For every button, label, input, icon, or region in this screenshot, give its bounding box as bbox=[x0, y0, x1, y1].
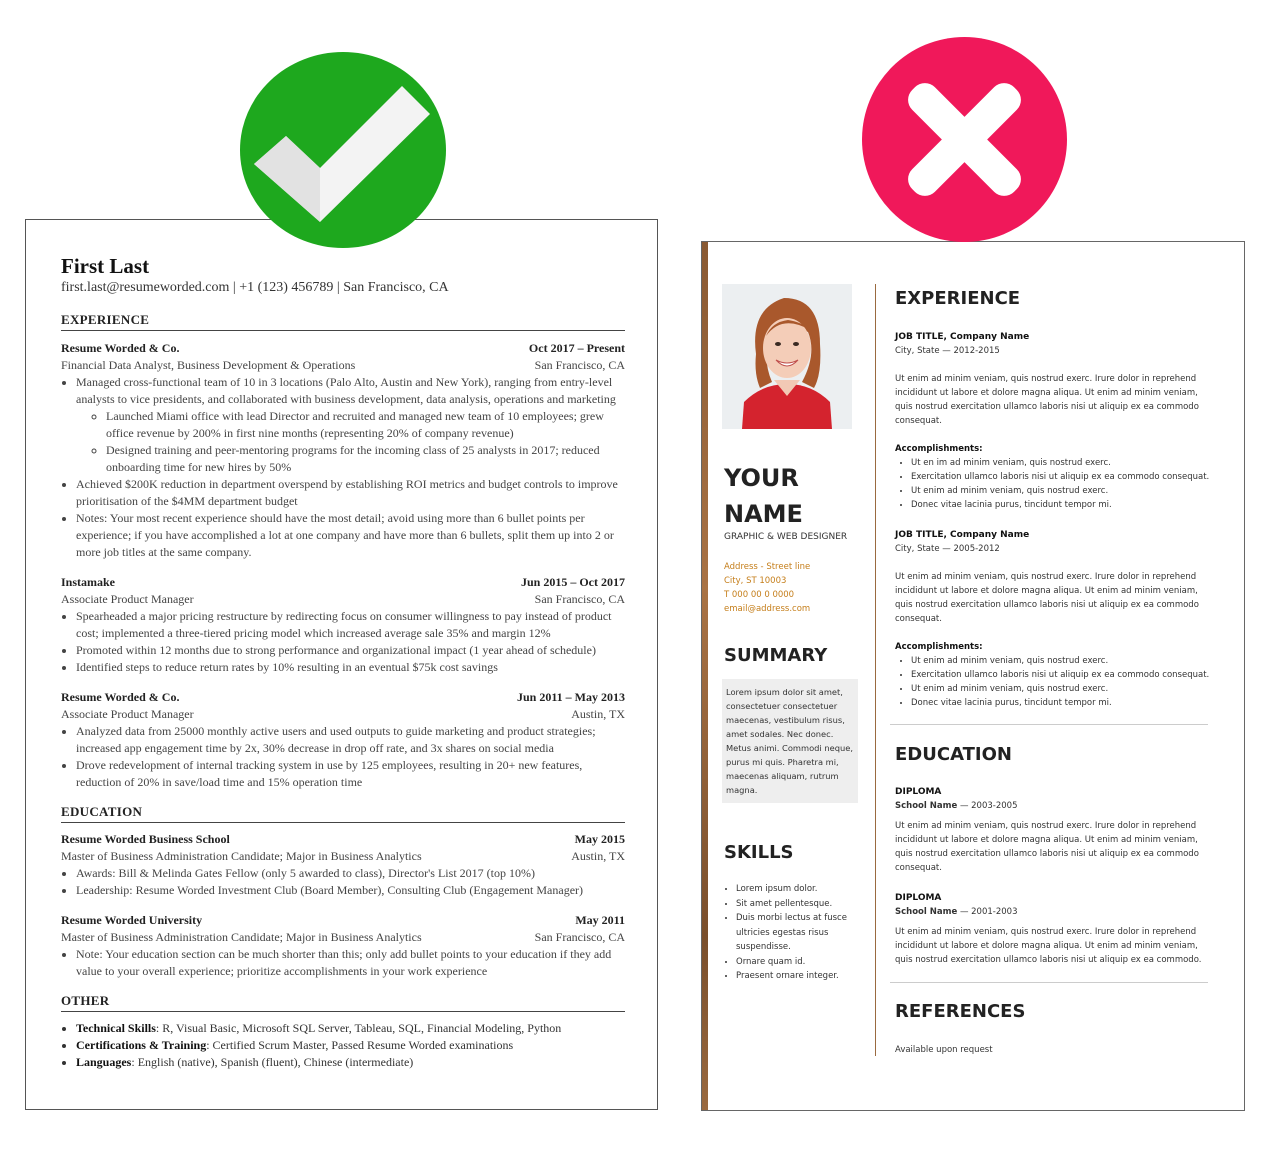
job-bullet: • Achieved $200K reduction in department overspend by establishing ROI metrics and budget controls to improve prioritisation of the $4MM department budget bbox=[76, 476, 625, 510]
job-entry bbox=[61, 340, 625, 561]
diploma-entry bbox=[895, 891, 1213, 967]
job-org: Instamake bbox=[61, 575, 116, 589]
bad-resume bbox=[701, 241, 1245, 1111]
job-entry bbox=[61, 689, 625, 791]
skills-list bbox=[724, 882, 866, 984]
column-divider bbox=[875, 284, 876, 1056]
resume-contact: first.last@resumeworded.com | +1 (123) 456789 | San Francisco, CA bbox=[61, 280, 449, 295]
diploma-school bbox=[895, 905, 1213, 919]
school-bullet: • Note: Your education section can be much shorter than this; only add bullet points to your education if they add value to your overall experience; prioritize accomplishments in your work experience bbox=[76, 946, 625, 980]
check-icon bbox=[240, 52, 446, 248]
accomplishments-label: Accomplishments: bbox=[895, 642, 983, 652]
job-bullet: • Managed cross-functional team of 10 in 3 locations (Palo Alto, Austin and New York), ranging from entry-level analysts to vice presidents, and collaborated with business development, data analysis, operations and marketing bbox=[76, 374, 625, 408]
other-item bbox=[76, 1020, 625, 1037]
job-role: Associate Product Manager bbox=[61, 707, 194, 721]
accomplishment-item: • Ut enim ad minim veniam, quis nostrud exerc. bbox=[911, 682, 1213, 696]
skill-item: • Lorem ipsum dolor. bbox=[736, 882, 866, 897]
contact-address bbox=[724, 560, 810, 616]
experience-heading: EXPERIENCE bbox=[895, 288, 1021, 309]
job-location: San Francisco, CA bbox=[534, 592, 625, 606]
other-item bbox=[76, 1054, 625, 1071]
accomplishment-item: • Ut enim ad minim veniam, quis nostrud exerc. bbox=[911, 484, 1213, 498]
job-place: City, State — 2012-2015 bbox=[895, 346, 1000, 356]
job-entry bbox=[895, 528, 1213, 710]
side-stripe bbox=[702, 242, 708, 1110]
job-location: San Francisco, CA bbox=[534, 358, 625, 372]
section-experience-heading: EXPERIENCE bbox=[61, 312, 625, 331]
accomplishment-item: • Ut en im ad minim veniam, quis nostrud exerc. bbox=[911, 456, 1213, 470]
diploma-title: DIPLOMA bbox=[895, 893, 942, 903]
section-other-heading: OTHER bbox=[61, 993, 625, 1012]
job-title: JOB TITLE, Company Name bbox=[895, 530, 1030, 540]
other-label: Languages bbox=[76, 1055, 132, 1069]
job-bullet: • Promoted within 12 months due to strong performance and organizational impact (1 year ahead of schedule) bbox=[76, 642, 625, 659]
other-text: : Certified Scrum Master, Passed Resume Worded examinations bbox=[206, 1038, 514, 1052]
accomplishment-item: • Ut enim ad minim veniam, quis nostrud exerc. bbox=[911, 654, 1213, 668]
school-bullet: • Awards: Bill & Melinda Gates Fellow (only 5 awarded to class), Director's List 2017 (top 10%) bbox=[76, 865, 625, 882]
job-description: Ut enim ad minim veniam, quis nostrud exerc. Irure dolor in reprehend incididunt ut labore et dolore magna aliqua. Ut enim ad minim veniam, quis nostrud exercitation ullamco laboris nisi ut aliquip ex ea commodo consequat. bbox=[895, 572, 1199, 624]
summary-heading: SUMMARY bbox=[724, 645, 828, 666]
school-location: Austin, TX bbox=[571, 849, 625, 863]
address-line: City, ST 10003 bbox=[724, 576, 787, 586]
school-location: San Francisco, CA bbox=[534, 930, 625, 944]
school-years: — 2001-2003 bbox=[957, 907, 1018, 917]
education-heading: EDUCATION bbox=[895, 744, 1012, 765]
school-name: Resume Worded University bbox=[61, 913, 203, 927]
profile-photo bbox=[722, 284, 852, 429]
resume-your-name bbox=[724, 460, 803, 532]
school-date: May 2011 bbox=[575, 913, 625, 927]
job-date: Jun 2011 – May 2013 bbox=[516, 690, 625, 704]
school-degree: Master of Business Administration Candidate; Major in Business Analytics bbox=[61, 849, 422, 863]
job-org: Resume Worded & Co. bbox=[61, 690, 180, 704]
skill-item: • Praesent ornare integer. bbox=[736, 969, 866, 984]
your-word: YOUR bbox=[724, 464, 799, 492]
summary-text: Lorem ipsum dolor sit amet, consectetuer consectetuer maecenas, vestibulum risus, amet sodales. Nec donec. Metus animi. Commodi neque, purus mi quis. Pharetra mi, maecenas aliquam, rutrum magna. bbox=[722, 679, 858, 803]
name-word: NAME bbox=[724, 500, 803, 528]
school-name: Resume Worded Business School bbox=[61, 832, 230, 846]
job-role: Financial Data Analyst, Business Development & Operations bbox=[61, 358, 356, 372]
references-heading: REFERENCES bbox=[895, 1001, 1026, 1022]
job-role: Associate Product Manager bbox=[61, 592, 194, 606]
job-bullet: • Notes: Your most recent experience should have the most detail; avoid using more than 6 bullet points per experience; if you have accomplished a lot at one company and have more than 6 bullets, split them up into 2 or more job titles at the same company. bbox=[76, 510, 625, 561]
job-location: Austin, TX bbox=[571, 707, 625, 721]
job-bullet: • Drove redevelopment of internal tracking system in use by 125 employees, resulting in 20+ new features, reduction of 20% in save/load time and 15% operation time bbox=[76, 757, 625, 791]
x-icon bbox=[862, 37, 1067, 242]
job-bullet: • Identified steps to reduce return rates by 10% resulting in an eventual $75k cost savings bbox=[76, 659, 625, 676]
school-name: School Name bbox=[895, 801, 958, 811]
school-bullet: • Leadership: Resume Worded Investment Club (Board Member), Consulting Club (Engagement Manager) bbox=[76, 882, 625, 899]
job-description: Ut enim ad minim veniam, quis nostrud exerc. Irure dolor in reprehend incididunt ut labore et dolore magna aliqua. Ut enim ad minim veniam, quis nostrud exercitation ullamco laboris nisi ut aliquip ex ea commodo consequat. bbox=[895, 374, 1199, 426]
job-title: JOB TITLE, Company Name bbox=[895, 332, 1030, 342]
diploma-description: Ut enim ad minim veniam, quis nostrud exerc. Irure dolor in reprehend incididunt ut labore et dolore magna aliqua. Ut enim ad minim veniam, quis nostrud exercitation ullamco laboris nisi ut aliquip ex ea commodo. bbox=[895, 927, 1202, 965]
education-entry bbox=[61, 831, 625, 899]
good-resume bbox=[25, 219, 658, 1110]
other-text: : English (native), Spanish (fluent), Chinese (intermediate) bbox=[131, 1055, 414, 1069]
job-entry bbox=[61, 574, 625, 676]
job-bullet: • Spearheaded a major pricing restructure by redirecting focus on consumer willingness to pay instead of product cost; implemented a three-tiered pricing model which increased average sale 35% and margin 12% bbox=[76, 608, 625, 642]
skills-heading: SKILLS bbox=[724, 842, 794, 863]
accomplishment-item: • Donec vitae lacinia purus, tincidunt tempor mi. bbox=[911, 498, 1213, 512]
school-degree: Master of Business Administration Candidate; Major in Business Analytics bbox=[61, 930, 422, 944]
references-text: Available upon request bbox=[895, 1045, 993, 1055]
school-name: School Name bbox=[895, 907, 958, 917]
school-years: — 2003-2005 bbox=[957, 801, 1018, 811]
skill-item: • Ornare quam id. bbox=[736, 955, 866, 970]
diploma-title: DIPLOMA bbox=[895, 787, 942, 797]
address-line: Address - Street line bbox=[724, 562, 811, 572]
section-divider bbox=[890, 724, 1208, 725]
diploma-description: Ut enim ad minim veniam, quis nostrud exerc. Irure dolor in reprehend incididunt ut labore et dolore magna aliqua. Ut enim ad minim veniam, quis nostrud exercitation ullamco laboris nisi ut aliquip ex ea commodo consequat. bbox=[895, 821, 1199, 873]
other-label: Certifications & Training bbox=[76, 1038, 207, 1052]
section-education-heading: EDUCATION bbox=[61, 804, 625, 823]
accomplishment-item: • Exercitation ullamco laboris nisi ut aliquip ex ea commodo consequat. bbox=[911, 668, 1213, 682]
job-subtitle: GRAPHIC & WEB DESIGNER bbox=[724, 532, 848, 542]
resume-name: First Last bbox=[61, 254, 150, 278]
diploma-school bbox=[895, 799, 1213, 813]
other-list bbox=[61, 1020, 625, 1071]
job-entry bbox=[895, 330, 1213, 512]
job-org: Resume Worded & Co. bbox=[61, 341, 180, 355]
job-place: City, State — 2005-2012 bbox=[895, 544, 1000, 554]
education-entry bbox=[61, 912, 625, 980]
skill-item: • Duis morbi lectus at fusce ultricies egestas risus suspendisse. bbox=[736, 911, 866, 955]
diploma-entry bbox=[895, 785, 1213, 875]
address-line: T 000 00 0 0000 bbox=[724, 590, 795, 600]
other-label: Technical Skills bbox=[76, 1021, 156, 1035]
job-bullet: • Analyzed data from 25000 monthly active users and used outputs to guide marketing and product strategies; increased app engagement time by 2x, 30% decrease in drop off rate, and 3x shares on social media bbox=[76, 723, 625, 757]
job-date: Oct 2017 – Present bbox=[528, 341, 625, 355]
job-date: Jun 2015 – Oct 2017 bbox=[520, 575, 625, 589]
accomplishment-item: • Exercitation ullamco laboris nisi ut aliquip ex ea commodo consequat. bbox=[911, 470, 1213, 484]
school-date: May 2015 bbox=[574, 832, 625, 846]
job-sub-bullet: ◦ Designed training and peer-mentoring programs for the incoming class of 25 analysts in 2017; reduced onboarding time for new hires by 50% bbox=[106, 442, 625, 476]
section-divider bbox=[890, 982, 1208, 983]
job-sub-bullet: ◦ Launched Miami office with lead Director and recruited and managed new team of 10 employees; grew office revenue by 200% in first nine months (representing 20% of company revenue) bbox=[106, 408, 625, 442]
accomplishments-label: Accomplishments: bbox=[895, 444, 983, 454]
other-text: : R, Visual Basic, Microsoft SQL Server, Tableau, SQL, Financial Modeling, Python bbox=[155, 1021, 562, 1035]
accomplishment-item: • Donec vitae lacinia purus, tincidunt tempor mi. bbox=[911, 696, 1213, 710]
skill-item: • Sit amet pellentesque. bbox=[736, 897, 866, 912]
address-line: email@address.com bbox=[724, 604, 811, 614]
other-item bbox=[76, 1037, 625, 1054]
